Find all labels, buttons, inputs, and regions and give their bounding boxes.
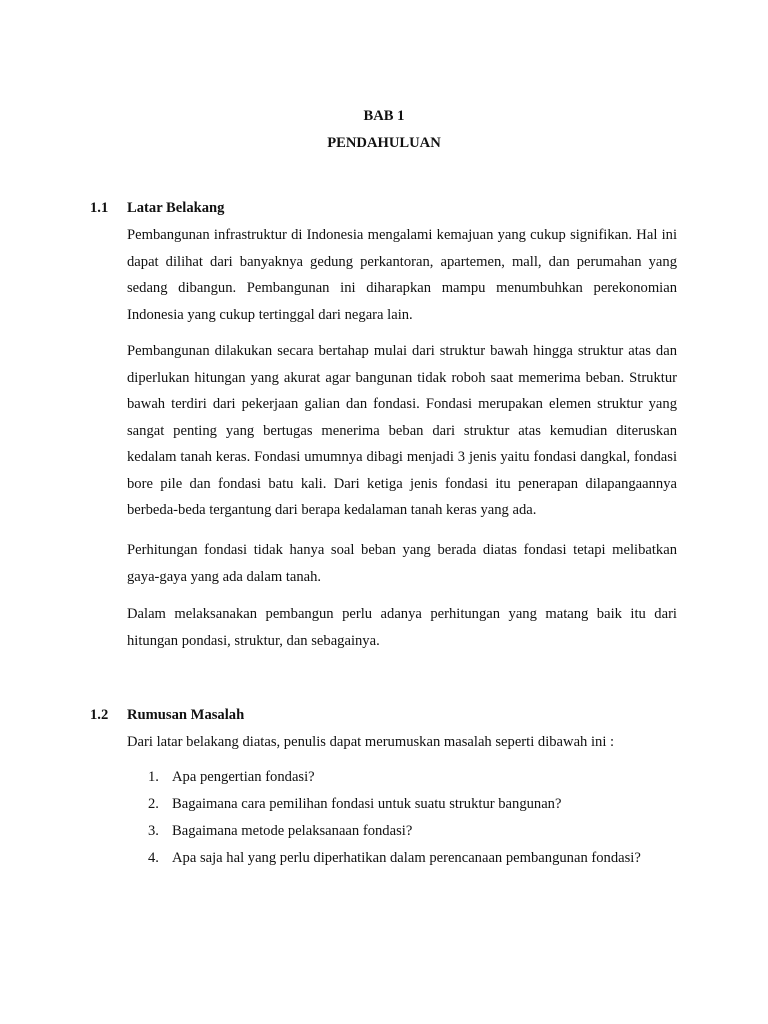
- list-item-text: Apa pengertian fondasi?: [172, 769, 315, 785]
- list-item-number: 1.: [148, 769, 159, 785]
- list-item-number: 4.: [148, 850, 159, 866]
- section-2-title: Rumusan Masalah: [127, 707, 245, 723]
- list-item-number: 3.: [148, 823, 159, 839]
- section-2-number: 1.2: [90, 707, 109, 723]
- list-item-text: Apa saja hal yang perlu diperhatikan dalam perencanaan pembangunan fondasi?: [172, 850, 641, 866]
- chapter-number: BAB 1: [363, 108, 405, 124]
- paragraph-1: Pembangunan infrastruktur di Indonesia mengalami kemajuan yang cukup signifikan. Hal ini dapat dilihat dari banyaknya gedung perkantoran, apartemen, mall, dan perumahan yang sedang dibangun. Pembangunan ini diharapkan mampu menumbuhkan perekonomian Indonesia yang cukup tertinggal dari negara lain.: [127, 227, 677, 323]
- paragraph-2: Pembangunan dilakukan secara bertahap mulai dari struktur bawah hingga struktur atas dan diperlukan hitungan yang akurat agar bangunan tidak roboh saat memerima beban. Struktur bawah terdiri dari pekerjaan galian dan fondasi. Fondasi merupakan elemen struktur yang sangat penting yang bertugas menerima beban dari struktur atas kemudian diteruskan kedalam tanah keras. Fondasi umumnya dibagi menjadi 3 jenis yaitu fondasi dangkal, fondasi bore pile dan fondasi batu kali. Dari ketiga jenis fondasi itu penerapan dilapangaannya berbeda-beda tergantung dari berapa kedalaman tanah keras yang ada.: [127, 343, 677, 518]
- paragraph-3: Perhitungan fondasi tidak hanya soal beban yang berada diatas fondasi tetapi melibatkan gaya-gaya yang ada dalam tanah.: [127, 542, 677, 585]
- list-item-text: Bagaimana metode pelaksanaan fondasi?: [172, 823, 413, 839]
- list-item-text: Bagaimana cara pemilihan fondasi untuk suatu struktur bangunan?: [172, 796, 562, 812]
- section-1-title: Latar Belakang: [127, 200, 225, 216]
- chapter-title: PENDAHULUAN: [327, 135, 441, 151]
- section-1-number: 1.1: [90, 200, 109, 216]
- paragraph-4: Dalam melaksanakan pembangun perlu adanya perhitungan yang matang baik itu dari hitungan pondasi, struktur, dan sebagainya.: [127, 606, 677, 649]
- list-item-number: 2.: [148, 796, 159, 812]
- section-2-intro: Dari latar belakang diatas, penulis dapat merumuskan masalah seperti dibawah ini :: [127, 734, 615, 750]
